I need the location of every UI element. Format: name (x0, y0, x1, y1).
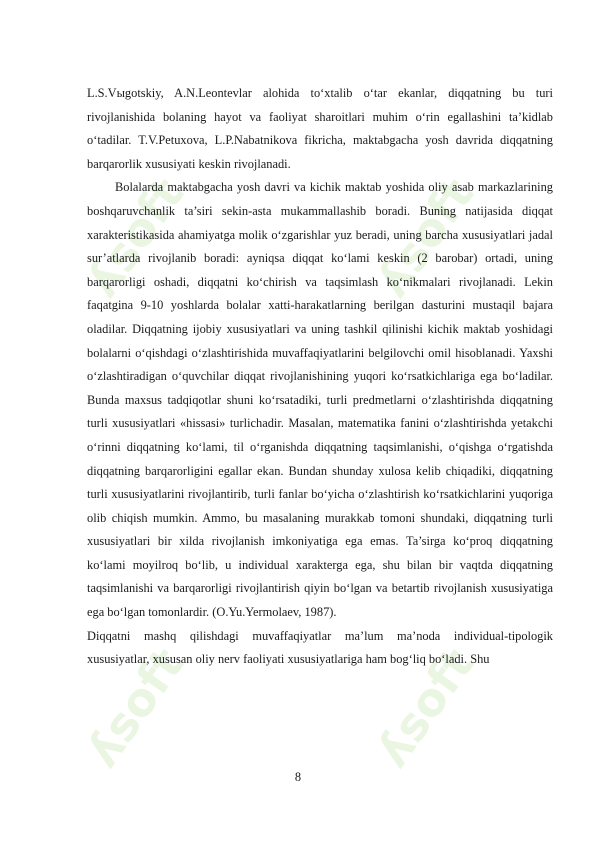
watermark-mark: ʎsoft (74, 168, 195, 307)
watermark-mark: ʎsoft (364, 168, 485, 307)
page-body (87, 82, 553, 672)
watermark-mark: ʎsoft (364, 638, 485, 777)
watermark-mark: ʎsoft (74, 638, 195, 777)
paragraph-1: L.S.Vыgotskiy, A.N.Leontevlar alohida to‘xtalib o‘tar ekanlar, diqqatning bu turi rivojlanishida bolaning hayot va faoliyat sharoitlari muhim o‘rin egallashini ta’kidlab o‘tadilar. T.V.Petuxova, L.P.Nabatnikova fikricha, maktabgacha yosh davrida diqqatning barqarorlik xususiyati keskin rivojlanadi. (87, 86, 553, 171)
paragraph-2: Bolalarda maktabgacha yosh davri va kichik maktab yoshida oliy asab markazlarining boshqaruvchanlik ta’siri sekin-asta mukammallashib boradi. Buning natijasida diqqat xarakteristikasida ahamiyatga molik o‘zgarishlar yuz beradi, uning barcha xususiyatlari jadal sur’atlarda rivojlanib boradi: ayniqsa diqqat ko‘lami keskin (2 barobar) ortadi, uning barqarorligi oshadi, diqqatni ko‘chirish va taqsimlash ko‘nikmalari rivojlanadi. Lekin faqatgina 9-10 yoshlarda bolalar xatti-harakatlarning berilgan dasturini mustaqil bajara oladilar. Diqqatning ijobiy xususiyatlari va uning tashkil qilinishi kichik maktab yoshidagi bolalarni o‘qishdagi o‘zlashtirishida muvaffaqiyatlarini belgilovchi omil hisoblanadi. Yaxshi o‘zlashtiradigan o‘quvchilar diqqat rivojlanishining yuqori ko‘rsatkichlariga ega bo‘ladilar. Bunda maxsus tadqiqotlar shuni ko‘rsatadiki, turli predmetlarni o‘zlashtirishda diqqatning turli xususiyatlari «hissasi» turlichadir. Masalan, matematika fanini o‘zlashtirishda yetakchi o‘rinni diqqatning ko‘lami, til o‘rganishda diqqatning taqsimlanishi, o‘qishga o‘rgatishda diqqatning barqarorligini egallar ekan. Bundan shunday xulosa kelib chiqadiki, diqqatning turli xususiyatlarini rivojlantirib, turli fanlar bo‘yicha o‘zlashtirish ko‘rsatkichlarini yuqoriga olib chiqish mumkin. Ammo, bu masalaning murakkab tomoni shundaki, diqqatning turli xususiyatlari bir xilda rivojlanish imkoniyatiga ega emas. Ta’sirga ko‘proq diqqatning ko‘lami moyilroq bo‘lib, u individual xarakterga ega, shu bilan bir vaqtda diqqatning taqsimlanishi va barqarorligi rivojlantirish qiyin bo‘lgan va betartib rivojlanish xususiyatiga ega bo‘lgan tomonlardir. (O.Yu.Yermolaev, 1987). (87, 180, 553, 620)
paragraph-3: Diqqatni mashq qilishdagi muvaffaqiyatlar ma’lum ma’noda individual-tipologik xususiyatlar, xususan oliy nerv faoliyati xususiyatlariga ham bog‘liq bo‘ladi. Shu (87, 628, 553, 667)
page-number: 8 (294, 770, 302, 784)
